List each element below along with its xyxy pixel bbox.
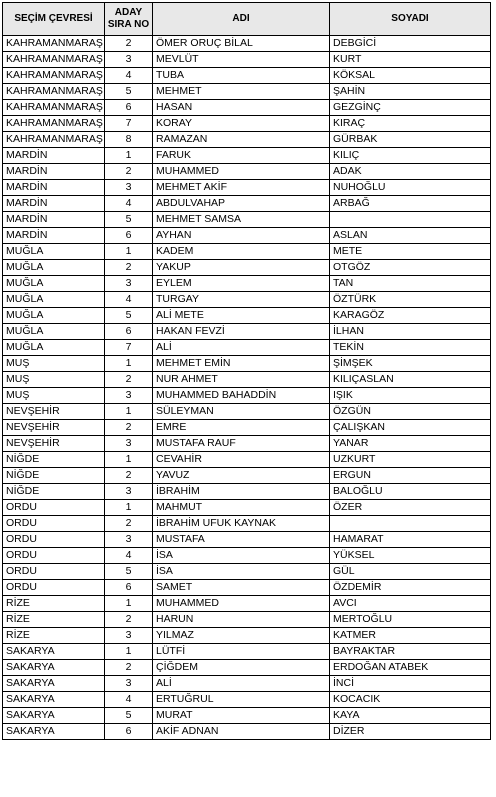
table-row <box>3 52 491 68</box>
table-row <box>3 228 491 244</box>
cell-secim-cevresi: MARDİN <box>3 228 105 244</box>
cell-soyadi: ERGUN <box>330 468 491 484</box>
table-row <box>3 100 491 116</box>
cell-secim-cevresi: NEVŞEHİR <box>3 420 105 436</box>
cell-sira-no: 2 <box>105 660 153 676</box>
cell-soyadi: ÇALIŞKAN <box>330 420 491 436</box>
cell-adi: LÜTFİ <box>153 644 330 660</box>
cell-sira-no: 6 <box>105 324 153 340</box>
cell-soyadi: ŞAHİN <box>330 84 491 100</box>
cell-sira-no: 8 <box>105 132 153 148</box>
cell-soyadi: ADAK <box>330 164 491 180</box>
cell-adi: YAKUP <box>153 260 330 276</box>
cell-soyadi <box>330 516 491 532</box>
cell-soyadi: ERDOĞAN ATABEK <box>330 660 491 676</box>
cell-adi: MEVLÜT <box>153 52 330 68</box>
cell-adi: SÜLEYMAN <box>153 404 330 420</box>
cell-soyadi: DİZER <box>330 724 491 740</box>
cell-sira-no: 2 <box>105 612 153 628</box>
table-row <box>3 260 491 276</box>
cell-sira-no: 4 <box>105 196 153 212</box>
header-aday-label: ADAY <box>114 7 143 18</box>
cell-secim-cevresi: MUĞLA <box>3 308 105 324</box>
cell-sira-no: 3 <box>105 484 153 500</box>
cell-adi: AKİF ADNAN <box>153 724 330 740</box>
cell-sira-no: 1 <box>105 244 153 260</box>
cell-adi: ALİ METE <box>153 308 330 324</box>
cell-sira-no: 6 <box>105 100 153 116</box>
cell-sira-no: 3 <box>105 436 153 452</box>
table-row <box>3 276 491 292</box>
cell-adi: CEVAHİR <box>153 452 330 468</box>
cell-sira-no: 2 <box>105 516 153 532</box>
cell-soyadi: BAYRAKTAR <box>330 644 491 660</box>
table-row <box>3 548 491 564</box>
cell-soyadi: BALOĞLU <box>330 484 491 500</box>
cell-secim-cevresi: SAKARYA <box>3 708 105 724</box>
cell-adi: RAMAZAN <box>153 132 330 148</box>
cell-soyadi: KILIÇASLAN <box>330 372 491 388</box>
table-row <box>3 180 491 196</box>
cell-adi: İBRAHİM UFUK KAYNAK <box>153 516 330 532</box>
cell-soyadi: ÖZTÜRK <box>330 292 491 308</box>
cell-adi: HAKAN FEVZİ <box>153 324 330 340</box>
cell-soyadi: HAMARAT <box>330 532 491 548</box>
cell-secim-cevresi: NEVŞEHİR <box>3 436 105 452</box>
cell-sira-no: 1 <box>105 644 153 660</box>
cell-secim-cevresi: KAHRAMANMARAŞ <box>3 36 105 52</box>
cell-sira-no: 4 <box>105 292 153 308</box>
cell-sira-no: 4 <box>105 548 153 564</box>
cell-sira-no: 2 <box>105 372 153 388</box>
cell-sira-no: 3 <box>105 52 153 68</box>
cell-secim-cevresi: KAHRAMANMARAŞ <box>3 84 105 100</box>
cell-sira-no: 3 <box>105 180 153 196</box>
cell-soyadi: OTGÖZ <box>330 260 491 276</box>
cell-sira-no: 7 <box>105 116 153 132</box>
cell-secim-cevresi: KAHRAMANMARAŞ <box>3 68 105 84</box>
cell-adi: ÖMER ORUÇ BİLAL <box>153 36 330 52</box>
cell-sira-no: 2 <box>105 468 153 484</box>
cell-adi: MUSTAFA RAUF <box>153 436 330 452</box>
cell-soyadi: ŞİMŞEK <box>330 356 491 372</box>
cell-adi: MUSTAFA <box>153 532 330 548</box>
cell-adi: HARUN <box>153 612 330 628</box>
cell-secim-cevresi: RİZE <box>3 628 105 644</box>
table-row <box>3 532 491 548</box>
table-row <box>3 564 491 580</box>
table-row <box>3 68 491 84</box>
table-row <box>3 500 491 516</box>
cell-secim-cevresi: MARDİN <box>3 212 105 228</box>
table-row <box>3 724 491 740</box>
table-row <box>3 420 491 436</box>
header-soyadi: SOYADI <box>330 3 491 36</box>
cell-sira-no: 5 <box>105 308 153 324</box>
cell-sira-no: 4 <box>105 68 153 84</box>
cell-soyadi: ÖZGÜN <box>330 404 491 420</box>
cell-adi: FARUK <box>153 148 330 164</box>
cell-soyadi: ASLAN <box>330 228 491 244</box>
cell-secim-cevresi: MUĞLA <box>3 340 105 356</box>
cell-secim-cevresi: MUŞ <box>3 372 105 388</box>
cell-secim-cevresi: ORDU <box>3 516 105 532</box>
table-row <box>3 644 491 660</box>
cell-sira-no: 4 <box>105 692 153 708</box>
cell-soyadi: YANAR <box>330 436 491 452</box>
cell-adi: MUHAMMED BAHADDİN <box>153 388 330 404</box>
table-row <box>3 612 491 628</box>
cell-sira-no: 1 <box>105 148 153 164</box>
cell-adi: ABDULVAHAP <box>153 196 330 212</box>
header-aday-sira-no <box>105 3 153 36</box>
cell-soyadi: İNCİ <box>330 676 491 692</box>
cell-sira-no: 3 <box>105 276 153 292</box>
table-row <box>3 36 491 52</box>
table-row <box>3 516 491 532</box>
cell-sira-no: 1 <box>105 356 153 372</box>
cell-sira-no: 6 <box>105 580 153 596</box>
cell-secim-cevresi: SAKARYA <box>3 692 105 708</box>
cell-soyadi: UZKURT <box>330 452 491 468</box>
cell-adi: MURAT <box>153 708 330 724</box>
table-row <box>3 484 491 500</box>
cell-secim-cevresi: SAKARYA <box>3 660 105 676</box>
cell-secim-cevresi: RİZE <box>3 612 105 628</box>
cell-secim-cevresi: ORDU <box>3 548 105 564</box>
cell-adi: KADEM <box>153 244 330 260</box>
cell-secim-cevresi: NEVŞEHİR <box>3 404 105 420</box>
cell-adi: MUHAMMED <box>153 596 330 612</box>
cell-soyadi: AVCI <box>330 596 491 612</box>
table-row <box>3 436 491 452</box>
cell-secim-cevresi: ORDU <box>3 564 105 580</box>
table-row <box>3 404 491 420</box>
cell-soyadi: YÜKSEL <box>330 548 491 564</box>
table-row <box>3 372 491 388</box>
cell-adi: EYLEM <box>153 276 330 292</box>
cell-adi: YILMAZ <box>153 628 330 644</box>
cell-soyadi: KURT <box>330 52 491 68</box>
cell-secim-cevresi: SAKARYA <box>3 724 105 740</box>
candidate-table <box>2 2 491 740</box>
table-row <box>3 244 491 260</box>
cell-soyadi: DEBGİCİ <box>330 36 491 52</box>
cell-soyadi: METE <box>330 244 491 260</box>
table-row <box>3 84 491 100</box>
table-row <box>3 116 491 132</box>
cell-secim-cevresi: ORDU <box>3 500 105 516</box>
cell-secim-cevresi: SAKARYA <box>3 676 105 692</box>
table-row <box>3 340 491 356</box>
cell-secim-cevresi: NİĞDE <box>3 468 105 484</box>
cell-sira-no: 2 <box>105 420 153 436</box>
cell-sira-no: 7 <box>105 340 153 356</box>
cell-soyadi: KOCACIK <box>330 692 491 708</box>
cell-secim-cevresi: ORDU <box>3 532 105 548</box>
cell-sira-no: 6 <box>105 724 153 740</box>
cell-secim-cevresi: MUŞ <box>3 388 105 404</box>
cell-adi: AYHAN <box>153 228 330 244</box>
cell-adi: SAMET <box>153 580 330 596</box>
cell-adi: HASAN <box>153 100 330 116</box>
cell-secim-cevresi: MUĞLA <box>3 292 105 308</box>
cell-secim-cevresi: NİĞDE <box>3 452 105 468</box>
cell-secim-cevresi: NİĞDE <box>3 484 105 500</box>
cell-secim-cevresi: MUĞLA <box>3 324 105 340</box>
cell-sira-no: 3 <box>105 388 153 404</box>
cell-soyadi: ÖZDEMİR <box>330 580 491 596</box>
cell-soyadi: ÖZER <box>330 500 491 516</box>
header-secim-cevresi: SEÇİM ÇEVRESİ <box>3 3 105 36</box>
cell-adi: EMRE <box>153 420 330 436</box>
cell-secim-cevresi: KAHRAMANMARAŞ <box>3 132 105 148</box>
cell-secim-cevresi: KAHRAMANMARAŞ <box>3 116 105 132</box>
cell-adi: İSA <box>153 548 330 564</box>
cell-secim-cevresi: SAKARYA <box>3 644 105 660</box>
cell-soyadi: NUHOĞLU <box>330 180 491 196</box>
cell-adi: MEHMET <box>153 84 330 100</box>
cell-sira-no: 5 <box>105 84 153 100</box>
cell-sira-no: 2 <box>105 260 153 276</box>
cell-sira-no: 3 <box>105 532 153 548</box>
table-row <box>3 164 491 180</box>
cell-sira-no: 3 <box>105 676 153 692</box>
cell-soyadi: IŞIK <box>330 388 491 404</box>
cell-adi: YAVUZ <box>153 468 330 484</box>
cell-soyadi <box>330 212 491 228</box>
table-row <box>3 660 491 676</box>
header-sira-no-label: SIRA NO <box>107 19 150 30</box>
cell-soyadi: KARAGÖZ <box>330 308 491 324</box>
cell-secim-cevresi: KAHRAMANMARAŞ <box>3 100 105 116</box>
cell-sira-no: 5 <box>105 564 153 580</box>
cell-sira-no: 1 <box>105 500 153 516</box>
cell-adi: TURGAY <box>153 292 330 308</box>
cell-soyadi: KAYA <box>330 708 491 724</box>
header-adi: ADI <box>153 3 330 36</box>
cell-sira-no: 1 <box>105 452 153 468</box>
cell-secim-cevresi: MARDİN <box>3 164 105 180</box>
cell-secim-cevresi: ORDU <box>3 580 105 596</box>
table-row <box>3 212 491 228</box>
cell-sira-no: 6 <box>105 228 153 244</box>
cell-sira-no: 1 <box>105 404 153 420</box>
cell-soyadi: İLHAN <box>330 324 491 340</box>
cell-soyadi: MERTOĞLU <box>330 612 491 628</box>
table-row <box>3 324 491 340</box>
cell-adi: MEHMET SAMSA <box>153 212 330 228</box>
table-row <box>3 196 491 212</box>
cell-adi: ÇİĞDEM <box>153 660 330 676</box>
header-row <box>3 3 491 36</box>
cell-secim-cevresi: MUŞ <box>3 356 105 372</box>
table-row <box>3 452 491 468</box>
table-row <box>3 628 491 644</box>
cell-adi: İBRAHİM <box>153 484 330 500</box>
cell-sira-no: 5 <box>105 212 153 228</box>
table-row <box>3 708 491 724</box>
cell-soyadi: KIRAÇ <box>330 116 491 132</box>
cell-soyadi: ARBAĞ <box>330 196 491 212</box>
cell-adi: ERTUĞRUL <box>153 692 330 708</box>
table-row <box>3 468 491 484</box>
table-row <box>3 308 491 324</box>
cell-secim-cevresi: MARDİN <box>3 148 105 164</box>
cell-adi: ALİ <box>153 676 330 692</box>
cell-sira-no: 5 <box>105 708 153 724</box>
cell-soyadi: TAN <box>330 276 491 292</box>
cell-soyadi: KILIÇ <box>330 148 491 164</box>
cell-sira-no: 3 <box>105 628 153 644</box>
cell-adi: İSA <box>153 564 330 580</box>
cell-sira-no: 2 <box>105 164 153 180</box>
cell-adi: KORAY <box>153 116 330 132</box>
cell-soyadi: GEZGİNÇ <box>330 100 491 116</box>
cell-soyadi: TEKİN <box>330 340 491 356</box>
cell-adi: MAHMUT <box>153 500 330 516</box>
cell-sira-no: 1 <box>105 596 153 612</box>
cell-adi: MEHMET AKİF <box>153 180 330 196</box>
cell-secim-cevresi: MUĞLA <box>3 244 105 260</box>
cell-secim-cevresi: MUĞLA <box>3 276 105 292</box>
table-row <box>3 580 491 596</box>
table-row <box>3 676 491 692</box>
cell-secim-cevresi: RİZE <box>3 596 105 612</box>
cell-soyadi: KATMER <box>330 628 491 644</box>
table-row <box>3 148 491 164</box>
cell-adi: MEHMET EMİN <box>153 356 330 372</box>
cell-secim-cevresi: MARDİN <box>3 196 105 212</box>
cell-adi: MUHAMMED <box>153 164 330 180</box>
table-row <box>3 292 491 308</box>
cell-secim-cevresi: MUĞLA <box>3 260 105 276</box>
table-row <box>3 356 491 372</box>
table-row <box>3 388 491 404</box>
table-row <box>3 692 491 708</box>
cell-adi: NUR AHMET <box>153 372 330 388</box>
cell-soyadi: GÜRBAK <box>330 132 491 148</box>
cell-soyadi: GÜL <box>330 564 491 580</box>
cell-sira-no: 2 <box>105 36 153 52</box>
cell-adi: ALİ <box>153 340 330 356</box>
cell-secim-cevresi: MARDİN <box>3 180 105 196</box>
cell-adi: TUBA <box>153 68 330 84</box>
table-row <box>3 596 491 612</box>
table-row <box>3 132 491 148</box>
cell-soyadi: KÖKSAL <box>330 68 491 84</box>
cell-secim-cevresi: KAHRAMANMARAŞ <box>3 52 105 68</box>
